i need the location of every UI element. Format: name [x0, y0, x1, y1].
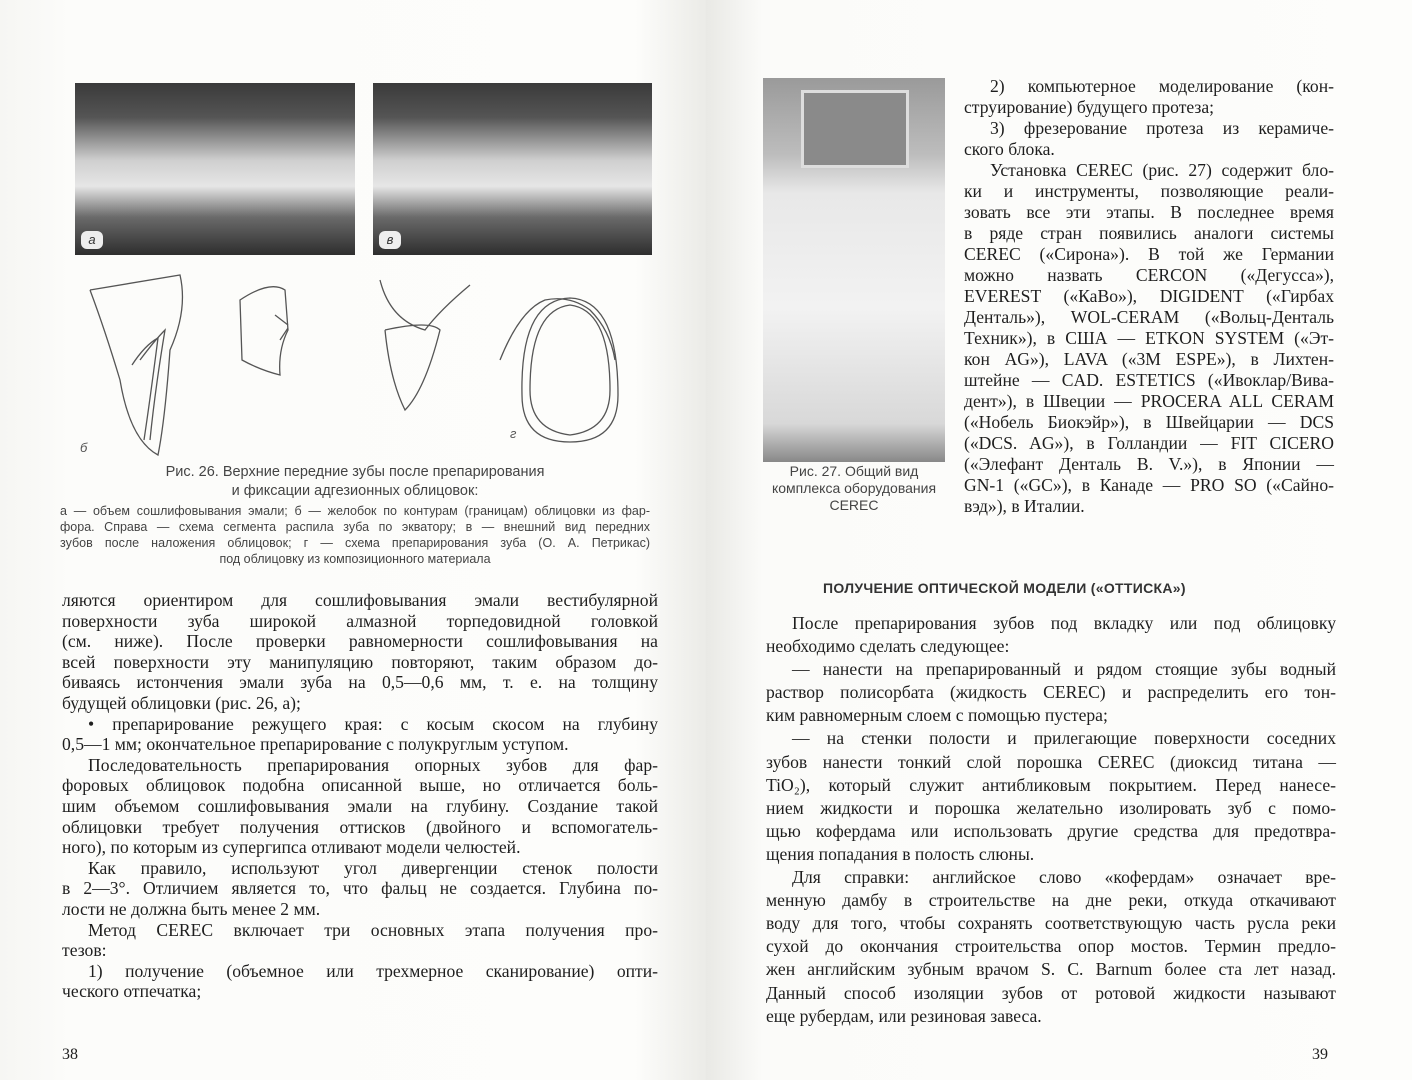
text-line: в ряде стран появились аналоги системы [964, 223, 1334, 243]
text-line: («Элефант Денталь B. V.»), в Японии — [964, 454, 1334, 474]
page-number: 38 [62, 1046, 78, 1063]
text-line: можно назвать CERCON («Дегусса»), [964, 265, 1334, 285]
section-heading: ПОЛУЧЕНИЕ ОПТИЧЕСКОЙ МОДЕЛИ («ОТТИСКА») [823, 580, 1186, 596]
caption-body-line: под облицовку из композиционного материала [219, 552, 491, 566]
text-line: • препарирование режущего края: с косым скосом на глубину [88, 713, 658, 734]
text-line: 2) компьютерное моделирование (кон- [990, 76, 1334, 96]
text-line: раствор полисорбата (жидкость CEREC) и распределить его тон- [766, 682, 1336, 703]
text-line: менную дамбу в строительстве на дне реки, откуда откачивают [766, 890, 1336, 911]
text-line: ного), по которым из супергипса отливают модели челюстей. [62, 837, 521, 858]
figure-label-a: а [81, 231, 103, 249]
right-page [706, 0, 1412, 1080]
text-line: Для справки: английское слово «кофердам» означает вре- [792, 867, 1336, 888]
text-line: вэд»), в Италии. [964, 496, 1085, 516]
text-line: 0,5—1 мм; окончательное препарирование с полукруглым уступом. [62, 734, 569, 755]
text-line: тезов: [62, 940, 107, 961]
text-line: ки и инструменты, позволяющие реали- [964, 181, 1334, 201]
text-line: форовых облицовок подобна описанной выше, но отличается боль- [62, 775, 658, 796]
caption-line: Рис. 27. Общий вид [789, 463, 919, 479]
caption-body [60, 503, 650, 567]
left-body-text [62, 590, 658, 1002]
text-line: поверхности зуба широкой алмазной торпедовидной головкой [62, 610, 658, 631]
text-line: ким равномерным слоем с помощью пустера; [766, 705, 1108, 726]
text-line: нием жидкости и порошка желательно изолировать зуб с помо- [766, 797, 1336, 818]
text-line: CEREC («Сирона»). В той же Германии [964, 244, 1334, 264]
cerec-equipment-photo [763, 78, 945, 462]
text-line: шим объемом сошлифовывания эмали на глубину. Создание такой [62, 795, 658, 816]
text-line: Как правило, используют угол дивергенции стенок полости [88, 857, 658, 878]
text-line: в 2—3°. Отличием является то, что фальц не создается. Глубина по- [62, 878, 658, 899]
text-line: Метод CEREC включает три основных этапа получения про- [88, 919, 658, 940]
text-line: (см. ниже). После проверки равномерности сошлифовывания на [62, 631, 658, 652]
text-line: Установка CEREC (рис. 27) содержит бло- [990, 160, 1334, 180]
text-line: Техник»), в США — ETKON SYSTEM («Эт- [964, 328, 1334, 348]
caption-body-line: зубов после наложения облицовок; г — схема препарирования зуба (О. А. Петрикас) [60, 536, 650, 550]
text-line: («DCS. AG»), в Голландии — FIT CICERO [964, 433, 1334, 453]
caption-body-line: фора. Справа — схема сегмента распила зуба по экватору; в — внешний вид передних [60, 520, 650, 534]
text-line: щью кофердама или использовать другие средства для предотвра- [766, 820, 1336, 841]
text-line: — на стенки полости и прилегающие поверхности соседних [792, 728, 1336, 749]
figure-26-caption [60, 463, 650, 567]
page-number: 39 [1312, 1046, 1328, 1063]
text-line: 1) получение (объемное или трехмерное сканирование) опти- [88, 960, 658, 981]
right-top-text [964, 76, 1334, 517]
text-line: 3) фрезерование протеза из керамиче- [990, 118, 1334, 138]
caption-line: комплекса оборудования [771, 480, 937, 496]
monitor-screen [801, 90, 909, 168]
text-line: кон AG»), LAVA («3M ESPE»), в Лихтен- [964, 349, 1334, 369]
text-line: ческого отпечатка; [62, 981, 202, 1002]
text-line: лости не должна быть менее 2 мм. [62, 898, 321, 919]
text-line: Денталь»), WOL-CERAM («Вольц-Денталь [964, 307, 1334, 327]
text-line: ляются ориентиром для сошлифовывания эмали вестибулярной [62, 590, 658, 610]
caption-line: CEREC [829, 497, 879, 513]
text-line: струирование) будущего протеза; [964, 97, 1215, 117]
text-line: воду для того, чтобы сохранять соответствующую часть русла реки [766, 913, 1336, 934]
text-line: Данный способ изоляции зубов от ротовой жидкости называют [766, 982, 1336, 1003]
text-line: щения попадания в полость слюны. [766, 843, 1035, 864]
text-line: сухой до окончания строительства опор мостов. Термин предло- [766, 936, 1336, 957]
text-line: зовать все эти этапы. В последнее время [964, 202, 1334, 222]
text-line: TiO₂), который служит антибликовым покрытием. Перед нанесе- [766, 774, 1336, 795]
teeth-photo-a [75, 83, 355, 255]
text-line: После препарирования зубов под вкладку или под облицовку [792, 613, 1336, 633]
teeth-photo-v [373, 83, 652, 255]
text-line: дент»), в Швеции — PROCERA ALL CERAM [964, 391, 1334, 411]
text-line: еще рубердам, или резиновая завеса. [766, 1005, 1042, 1026]
figure-label-b: б [80, 440, 88, 455]
figure-label-g: г [510, 426, 517, 441]
tooth-schematic-drawings [70, 270, 660, 460]
text-line: облицовки требует получения оттисков (двойного и вспомогатель- [62, 816, 658, 837]
text-line: будущей облицовки (рис. 26, а); [62, 692, 301, 713]
text-line: — нанести на препарированный и рядом стоящие зубы водный [792, 659, 1336, 680]
right-body-text [766, 612, 1336, 1028]
caption-title-line: Рис. 26. Верхние передние зубы после препарирования [165, 464, 545, 480]
figure-label-v: в [379, 231, 401, 249]
text-line: биваясь истончения эмали зуба на 0,5—0,6 мм, т. е. на толщину [62, 672, 658, 693]
text-line: («Нобель Биокэйр»), в Швейцарии — DCS [964, 412, 1334, 432]
text-line: необходимо сделать следующее: [766, 636, 1010, 657]
figure-27-caption [754, 463, 954, 514]
text-line: жен английским зубным врачом S. C. Barnum более ста лет назад. [766, 959, 1336, 980]
caption-body-line: а — объем сошлифовывания эмали; б — желобок по контурам (границам) облицовки из фар- [60, 504, 650, 518]
caption-title-line: и фиксации адгезионных облицовок: [231, 483, 479, 499]
text-line: GN-1 («GC»), в Канаде — PRO SO («Сайно- [964, 475, 1334, 495]
text-line: Последовательность препарирования опорных зубов для фар- [88, 754, 658, 775]
text-line: зубов нанести тонкий слой порошка CEREC (диоксид титана — [766, 751, 1336, 772]
text-line: всей поверхности эту манипуляцию повторяют, таким образом до- [62, 651, 658, 672]
text-line: штейне — CAD. ESTETICS («Ивоклар/Вива- [964, 370, 1334, 390]
text-line: EVEREST («КаВо»), DIGIDENT («Гирбах [964, 286, 1334, 306]
text-line: ского блока. [964, 139, 1055, 159]
